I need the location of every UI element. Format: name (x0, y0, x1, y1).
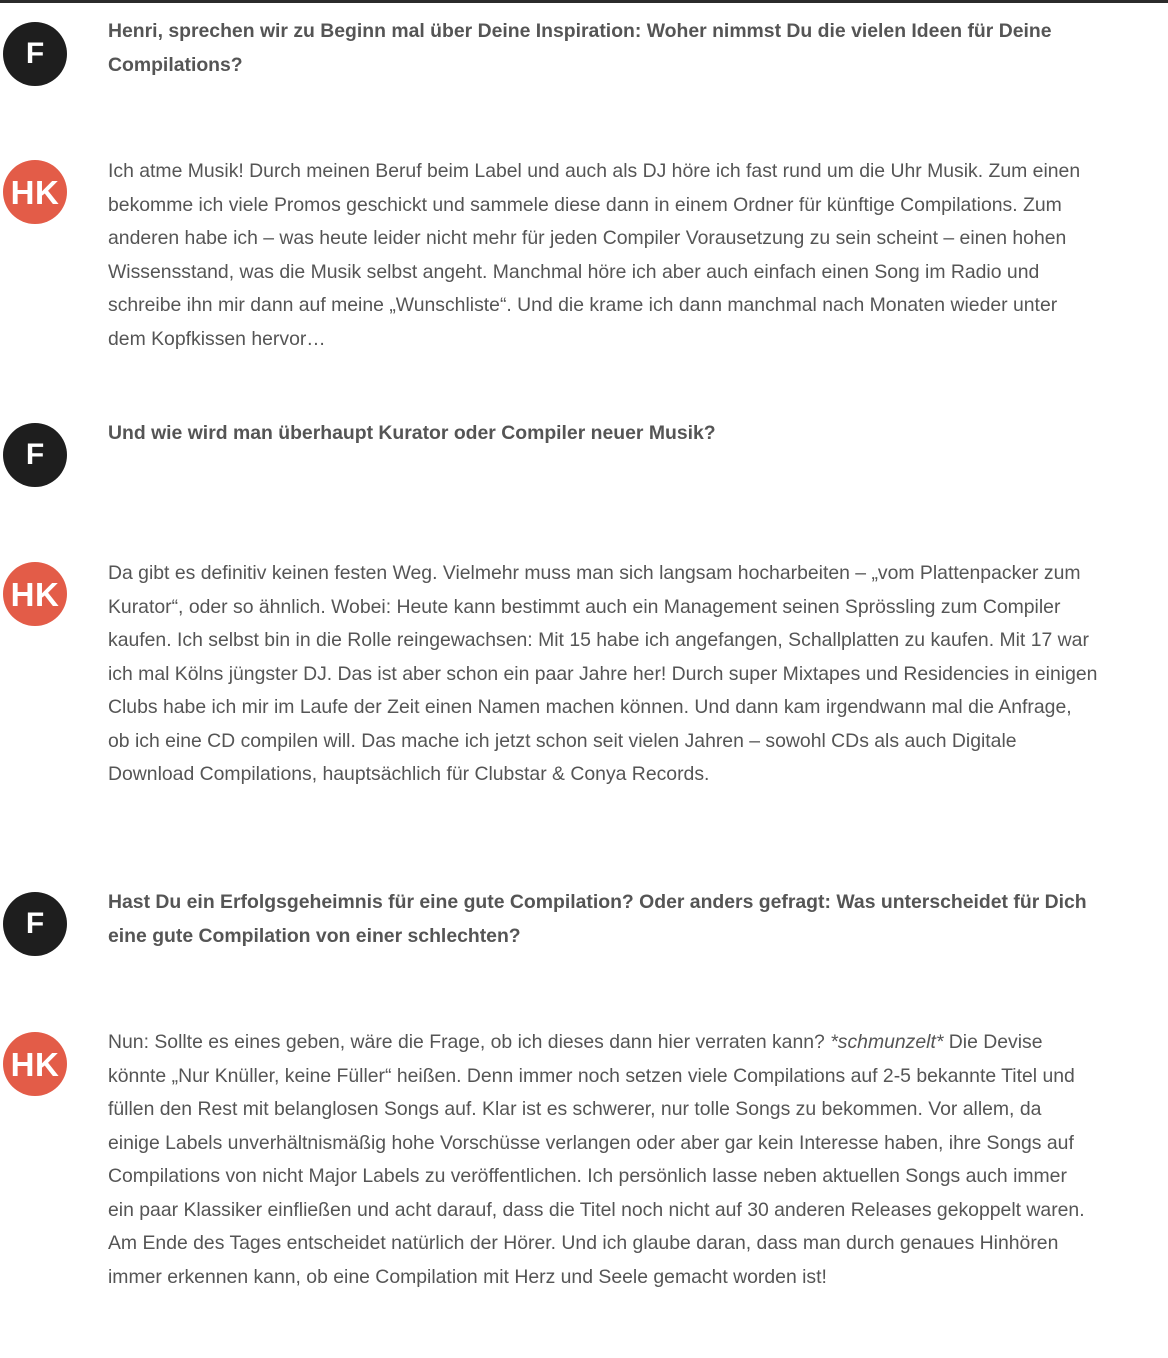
answer-text: Ich atme Musik! Durch meinen Beruf beim Label und auch als DJ höre ich fast rund um die Uhr Musik. Zum einen bekomme ich viele Promos geschickt und sammele diese dann in einem Ordner für künftige Compilations. Zum anderen habe ich – was heute leider nicht mehr für jeden Compiler Vorausetzung zu sein scheint – einen hohen Wissensstand, was die Musik selbst angeht. Manchmal höre ich aber auch einfach einen Song im Radio und schreibe ihn mir dann auf meine „Wunschliste“. Und die krame ich dann manchmal nach Monaten wieder unter dem Kopfkissen hervor… (108, 160, 1081, 350)
question-text: Hast Du ein Erfolgsgeheimnis für eine gute Compilation? Oder anders gefragt: Was unterscheidet für Dich eine gute Compilation von einer schlechten? (108, 891, 1087, 947)
answer-emphasis: *schmunzelt* (830, 1031, 944, 1053)
answer-text-part: Nun: Sollte es eines geben, wäre die Frage, ob ich dieses dann hier verraten kann? (108, 1031, 831, 1053)
question-text: Und wie wird man überhaupt Kurator oder Compiler neuer Musik? (108, 422, 716, 444)
answer-text-part: Die Devise könnte „Nur Knüller, keine Füller“ heißen. Denn immer noch setzen viele Compilations auf 2-5 bekannte Titel und füllen den Rest mit belanglosen Songs auf. Klar ist es schwerer, nur tolle Songs zu bekommen. Vor allem, da einige Labels unverhältnismäßig hohe Vorschüsse verlangen oder aber gar kein Interesse haben, ihre Songs auf Compilations von nicht Major Labels zu veröffentlichen. Ich persönlich lasse neben aktuellen Songs auch immer ein paar Klassiker einfließen und acht darauf, dass die Titel noch nicht auf 30 anderen Releases gekoppelt waren. Am Ende des Tages entscheidet natürlich der Hörer. Und ich glaube daran, dass man durch genaues Hinhören immer erkennen kann, ob eine Compilation mit Herz und Seele gemacht worden ist! (108, 1031, 1085, 1288)
interviewer-avatar: F (3, 423, 67, 487)
top-divider (0, 0, 1168, 3)
interviewee-avatar: HK (3, 1032, 67, 1096)
interviewer-avatar: F (3, 892, 67, 956)
interviewee-avatar: HK (3, 562, 67, 626)
interviewer-avatar: F (3, 22, 67, 86)
interviewee-avatar: HK (3, 160, 67, 224)
answer-text: Da gibt es definitiv keinen festen Weg. Vielmehr muss man sich langsam hocharbeiten – „vom Plattenpacker zum Kurator“, oder so ähnlich. Wobei: Heute kann bestimmt auch ein Management seinen Sprössling zum Compiler kaufen. Ich selbst bin in die Rolle reingewachsen: Mit 15 habe ich angefangen, Schallplatten zu kaufen. Mit 17 war ich mal Kölns jüngster DJ. Das ist aber schon ein paar Jahre her! Durch super Mixtapes und Residencies in einigen Clubs habe ich mir im Laufe der Zeit einen Namen machen können. Und dann kam irgendwann mal die Anfrage, ob ich eine CD compilen will. Das mache ich jetzt schon seit vielen Jahren – sowohl CDs als auch Digitale Download Compilations, hauptsächlich für Clubstar & Conya Records. (108, 562, 1098, 785)
question-text: Henri, sprechen wir zu Beginn mal über Deine Inspiration: Woher nimmst Du die vielen Ideen für Deine Compilations? (108, 20, 1052, 76)
answer-text (108, 1026, 1098, 1294)
